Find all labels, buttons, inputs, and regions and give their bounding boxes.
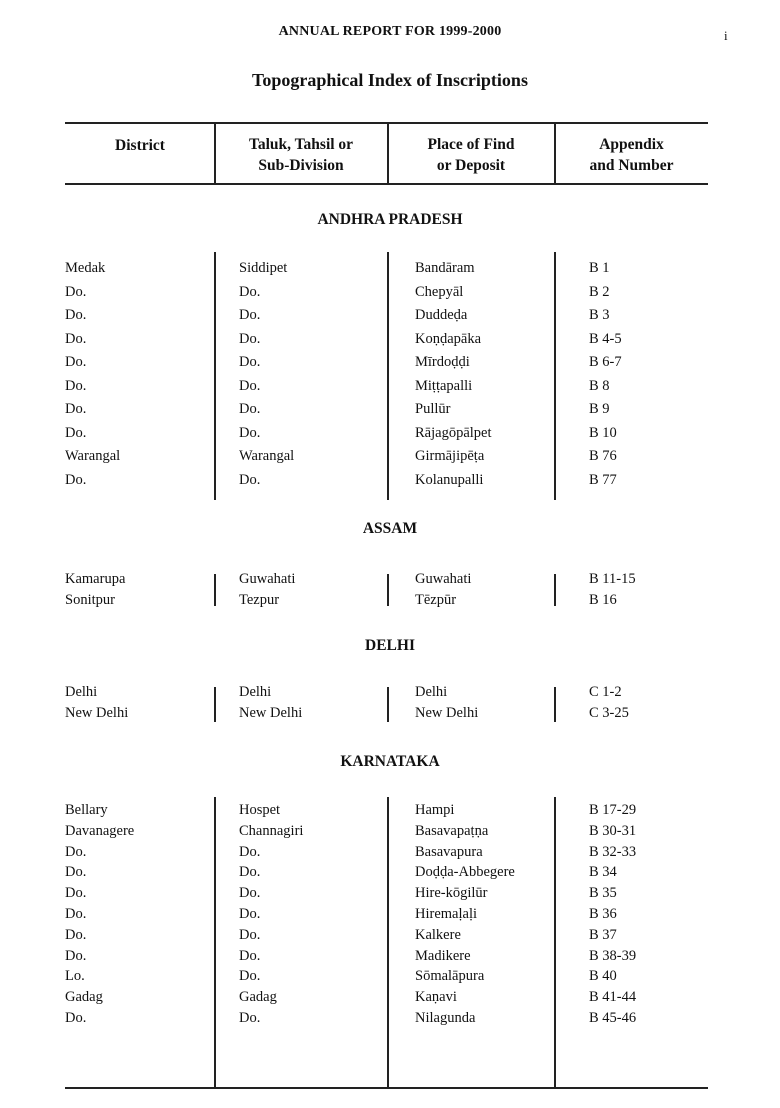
- district-cell: Do.: [65, 424, 87, 441]
- column-divider: [214, 252, 216, 500]
- taluk-cell: Gadag: [239, 989, 277, 1006]
- column-divider: [554, 252, 556, 500]
- taluk-cell: Do.: [239, 968, 261, 985]
- district-cell: Do.: [65, 401, 87, 417]
- column-header-line: Taluk, Tahsil or: [248, 136, 354, 153]
- district-cell: Kamarupa: [65, 571, 126, 587]
- place-cell: Kolanupalli: [415, 471, 484, 488]
- place-cell: Girmājipēṭa: [415, 448, 485, 464]
- district-cell: Sonitpur: [65, 592, 115, 608]
- taluk-cell: Do.: [239, 843, 261, 860]
- taluk-cell: Do.: [239, 401, 261, 417]
- taluk-cell: Do.: [239, 471, 261, 488]
- district-cell: Gadag: [65, 989, 103, 1006]
- place-cell: Kaṇavi: [415, 989, 457, 1006]
- district-cell: Do.: [65, 283, 87, 300]
- section-heading: ASSAM: [362, 520, 418, 537]
- appendix-cell: B 16: [589, 592, 617, 608]
- place-cell: Hampi: [415, 802, 455, 818]
- appendix-cell: B 40: [589, 968, 617, 985]
- taluk-cell: Do.: [239, 864, 261, 881]
- place-cell: Delhi: [415, 684, 448, 700]
- column-header-line: Appendix: [599, 136, 664, 153]
- place-cell: Koṇḍapāka: [415, 330, 482, 347]
- taluk-cell: Do.: [239, 926, 261, 943]
- appendix-cell: B 11-15: [589, 571, 636, 587]
- appendix-cell: C 1-2: [589, 684, 622, 700]
- taluk-cell: Tezpur: [239, 592, 280, 608]
- appendix-cell: B 3: [589, 307, 610, 323]
- page-number: i: [724, 28, 728, 43]
- district-cell: Do.: [65, 330, 87, 347]
- appendix-cell: B 38-39: [589, 947, 637, 964]
- column-header-district: [65, 135, 215, 156]
- place-cell: Kalkere: [415, 926, 461, 943]
- place-cell: Bandāram: [415, 260, 475, 276]
- appendix-cell: B 32-33: [589, 843, 637, 860]
- column-header-line: or Deposit: [436, 157, 506, 174]
- district-cell: Do.: [65, 906, 87, 922]
- place-cell: Chepyāl: [415, 283, 464, 300]
- taluk-cell: New Delhi: [239, 705, 303, 721]
- appendix-cell: B 17-29: [589, 802, 637, 818]
- place-cell: New Delhi: [415, 705, 479, 721]
- appendix-cell: B 34: [589, 864, 617, 881]
- taluk-cell: Warangal: [239, 448, 295, 464]
- district-cell: Davanagere: [65, 822, 135, 839]
- column-header-appendix: [555, 134, 708, 176]
- district-cell: Do.: [65, 377, 87, 394]
- place-cell: Hire-kōgilūr: [415, 885, 488, 902]
- appendix-cell: B 77: [589, 471, 617, 488]
- district-cell: Do.: [65, 471, 87, 488]
- appendix-cell: B 2: [589, 283, 610, 300]
- taluk-cell: Delhi: [239, 684, 272, 700]
- district-cell: Do.: [65, 947, 87, 964]
- place-cell: Guwahati: [415, 571, 472, 587]
- column-divider: [554, 797, 556, 1088]
- appendix-cell: B 6-7: [589, 354, 622, 370]
- column-header-line: Sub-Division: [258, 157, 344, 174]
- column-divider: [554, 687, 556, 722]
- place-cell: Duddeḍa: [415, 307, 468, 323]
- district-cell: Medak: [65, 260, 106, 276]
- taluk-cell: Do.: [239, 283, 261, 300]
- column-divider: [387, 574, 389, 606]
- taluk-cell: Hospet: [239, 802, 281, 818]
- appendix-cell: B 10: [589, 424, 617, 441]
- place-cell: Miṭṭapalli: [415, 377, 473, 394]
- taluk-cell: Do.: [239, 377, 261, 394]
- column-header-taluk: [215, 134, 387, 176]
- place-cell: Hiremaḷaḷi: [415, 906, 478, 922]
- appendix-cell: B 45-46: [589, 1010, 637, 1026]
- place-cell: Madikere: [415, 947, 471, 964]
- district-cell: Do.: [65, 354, 87, 370]
- page-title: Topographical Index of Inscriptions: [252, 70, 528, 90]
- appendix-cell: B 4-5: [589, 330, 622, 347]
- column-header-place: [388, 134, 554, 176]
- appendix-cell: B 37: [589, 926, 617, 943]
- place-cell: Mīrdoḍḍi: [415, 354, 470, 370]
- appendix-cell: B 35: [589, 885, 617, 902]
- column-divider: [387, 252, 389, 500]
- district-cell: Do.: [65, 885, 87, 902]
- district-cell: Do.: [65, 864, 87, 881]
- section-heading: ANDHRA PRADESH: [317, 211, 463, 228]
- appendix-cell: B 8: [589, 377, 610, 394]
- column-header-line: District: [115, 137, 165, 154]
- column-divider: [214, 687, 216, 722]
- district-cell: Lo.: [65, 968, 85, 985]
- column-header-line: and Number: [589, 157, 674, 174]
- taluk-cell: Do.: [239, 906, 261, 922]
- appendix-cell: B 41-44: [589, 989, 637, 1006]
- column-divider: [554, 574, 556, 606]
- column-header-line: Place of Find: [427, 136, 515, 153]
- place-cell: Doḍḍa-Abbegere: [415, 864, 515, 881]
- taluk-cell: Do.: [239, 354, 261, 370]
- taluk-cell: Do.: [239, 1010, 261, 1026]
- column-divider: [214, 574, 216, 606]
- district-cell: Do.: [65, 1010, 87, 1026]
- column-divider: [387, 687, 389, 722]
- taluk-cell: Do.: [239, 885, 261, 902]
- place-cell: Tēzpūr: [415, 592, 457, 608]
- appendix-cell: B 1: [589, 260, 610, 276]
- district-cell: Do.: [65, 307, 87, 323]
- section-heading: KARNATAKA: [340, 753, 440, 770]
- taluk-cell: Channagiri: [239, 822, 304, 839]
- appendix-cell: C 3-25: [589, 705, 629, 721]
- taluk-cell: Guwahati: [239, 571, 296, 587]
- taluk-cell: Do.: [239, 330, 261, 347]
- district-cell: New Delhi: [65, 705, 129, 721]
- taluk-cell: Siddipet: [239, 260, 288, 276]
- column-divider: [214, 797, 216, 1088]
- taluk-cell: Do.: [239, 424, 261, 441]
- district-cell: Delhi: [65, 684, 98, 700]
- appendix-cell: B 76: [589, 448, 617, 464]
- taluk-cell: Do.: [239, 947, 261, 964]
- district-cell: Warangal: [65, 448, 121, 464]
- place-cell: Pullūr: [415, 401, 451, 417]
- district-cell: Do.: [65, 843, 87, 860]
- report-title: ANNUAL REPORT FOR 1999-2000: [278, 24, 502, 39]
- district-cell: Bellary: [65, 802, 108, 818]
- place-cell: Rājagōpālpet: [415, 424, 492, 441]
- appendix-cell: B 9: [589, 401, 610, 417]
- district-cell: Do.: [65, 926, 87, 943]
- section-heading: DELHI: [365, 637, 415, 654]
- place-cell: Basavapura: [415, 843, 483, 860]
- column-divider: [387, 797, 389, 1088]
- place-cell: Nilagunda: [415, 1010, 476, 1026]
- appendix-cell: B 36: [589, 906, 617, 922]
- taluk-cell: Do.: [239, 307, 261, 323]
- appendix-cell: B 30-31: [589, 822, 637, 839]
- place-cell: Basavapaṭṇa: [415, 822, 489, 839]
- place-cell: Sōmalāpura: [415, 968, 485, 985]
